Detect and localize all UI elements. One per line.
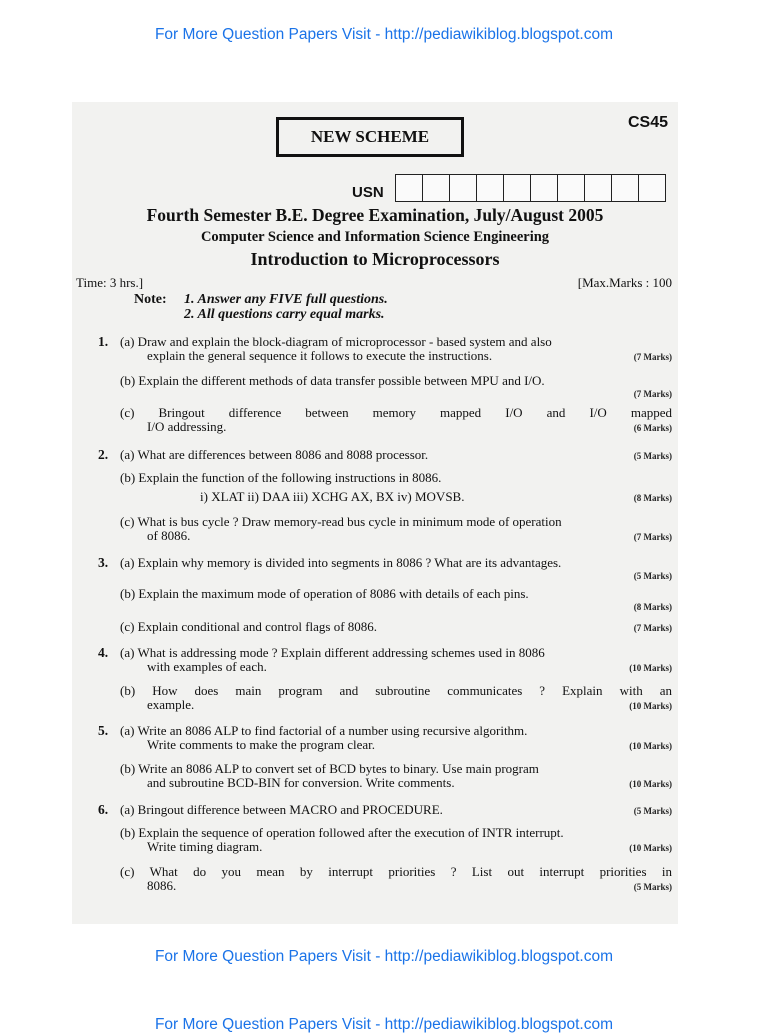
marks-label: (10 Marks) (629, 701, 672, 711)
question-line: (b) Explain the different methods of data transfer possible between MPU and I/O. (120, 373, 545, 388)
usn-box (449, 174, 477, 202)
question-number: 1. (98, 334, 109, 349)
question-line: Write timing diagram. (147, 839, 263, 854)
usn-box (611, 174, 639, 202)
marks-label: (10 Marks) (629, 741, 672, 751)
usn-box (395, 174, 423, 202)
note-label: Note: (134, 292, 167, 307)
question-number: 5. (98, 723, 109, 738)
marks-label: (10 Marks) (629, 663, 672, 673)
note-line-1: 1. Answer any FIVE full questions. (184, 292, 388, 307)
question-line: I/O addressing. (147, 419, 227, 434)
subject-title: Introduction to Microprocessors (250, 249, 500, 269)
question-line: and subroutine BCD-BIN for conversion. Write comments. (147, 775, 455, 790)
marks-label: (7 Marks) (633, 352, 672, 362)
note-line-2: 2. All questions carry equal marks. (184, 307, 385, 322)
marks-label: (10 Marks) (629, 779, 672, 789)
question-line: (b) Explain the sequence of operation followed after the execution of INTR interrupt. (120, 825, 564, 840)
question-line: (b) Explain the function of the following instructions in 8086. (120, 470, 442, 485)
question-line: (c) What is bus cycle ? Draw memory-read bus cycle in minimum mode of operation (120, 514, 562, 529)
scanned-question-paper (72, 102, 678, 924)
marks-label: (5 Marks) (633, 806, 672, 816)
question-line: (a) Bringout difference between MACRO and PROCEDURE. (120, 802, 443, 817)
usn-box (422, 174, 450, 202)
usn-box (557, 174, 585, 202)
question-line: (b) Write an 8086 ALP to convert set of BCD bytes to binary. Use main program (120, 761, 539, 776)
question-line: of 8086. (147, 528, 191, 543)
question-line: (b) Explain the maximum mode of operation of 8086 with details of each pins. (120, 586, 529, 601)
usn-box (584, 174, 612, 202)
marks-label: (8 Marks) (633, 602, 672, 612)
question-number: 6. (98, 802, 109, 817)
top-banner-link[interactable]: For More Question Papers Visit - http://pediawikiblog.blogspot.com (154, 26, 614, 43)
cutoff-banner-link[interactable]: For More Question Papers Visit - http://pediawikiblog.blogspot.com (154, 1016, 614, 1033)
marks-label: (5 Marks) (633, 571, 672, 581)
question-line: (a) What are differences between 8086 and 8088 processor. (120, 447, 429, 462)
question-number: 2. (98, 447, 109, 462)
question-line: (c) Bringout difference between memory mapped I/O and I/O mapped (120, 405, 672, 420)
time-allowed: Time: 3 hrs.] (76, 275, 144, 290)
question-line: (c) Explain conditional and control flags of 8086. (120, 619, 378, 634)
question-number: 3. (98, 555, 109, 570)
usn-box (476, 174, 504, 202)
scheme-label: NEW SCHEME (310, 127, 430, 146)
usn-box (530, 174, 558, 202)
max-marks: [Max.Marks : 100 (577, 275, 672, 290)
scheme-box (276, 117, 464, 157)
question-line: explain the general sequence it follows to execute the instructions. (147, 348, 493, 363)
usn-box (503, 174, 531, 202)
question-line: (a) What is addressing mode ? Explain different addressing schemes used in 8086 (120, 645, 545, 660)
question-line: (a) Write an 8086 ALP to find factorial of a number using recursive algorithm. (120, 723, 528, 738)
branch-title: Computer Science and Information Science Engineering (200, 229, 550, 245)
usn-box (638, 174, 666, 202)
question-line: (c) What do you mean by interrupt priorities ? List out interrupt priorities in (120, 864, 672, 879)
usn-boxes (396, 174, 666, 202)
question-line: example. (147, 697, 195, 712)
marks-label: (6 Marks) (633, 423, 672, 433)
subject-code: CS45 (627, 114, 668, 131)
instruction-list: i) XLAT ii) DAA iii) XCHG AX, BX iv) MOVSB. (200, 489, 465, 504)
marks-label: (8 Marks) (633, 493, 672, 503)
marks-label: (5 Marks) (633, 451, 672, 461)
question-number: 4. (98, 645, 109, 660)
marks-label: (7 Marks) (633, 623, 672, 633)
marks-label: (7 Marks) (633, 532, 672, 542)
marks-label: (10 Marks) (629, 843, 672, 853)
question-line: with examples of each. (147, 659, 267, 674)
question-line: (a) Explain why memory is divided into segments in 8086 ? What are its advantages. (120, 555, 562, 570)
bottom-banner-link[interactable]: For More Question Papers Visit - http://pediawikiblog.blogspot.com (154, 948, 614, 965)
question-line: Write comments to make the program clear. (147, 737, 375, 752)
marks-label: (5 Marks) (633, 882, 672, 892)
question-line: (a) Draw and explain the block-diagram of microprocessor - based system and also (120, 334, 552, 349)
question-line: 8086. (147, 878, 177, 893)
usn-label: USN (352, 184, 384, 201)
marks-label: (7 Marks) (633, 389, 672, 399)
question-line: (b) How does main program and subroutine communicates ? Explain with an (120, 683, 672, 698)
exam-title: Fourth Semester B.E. Degree Examination, July/August 2005 (146, 205, 604, 225)
